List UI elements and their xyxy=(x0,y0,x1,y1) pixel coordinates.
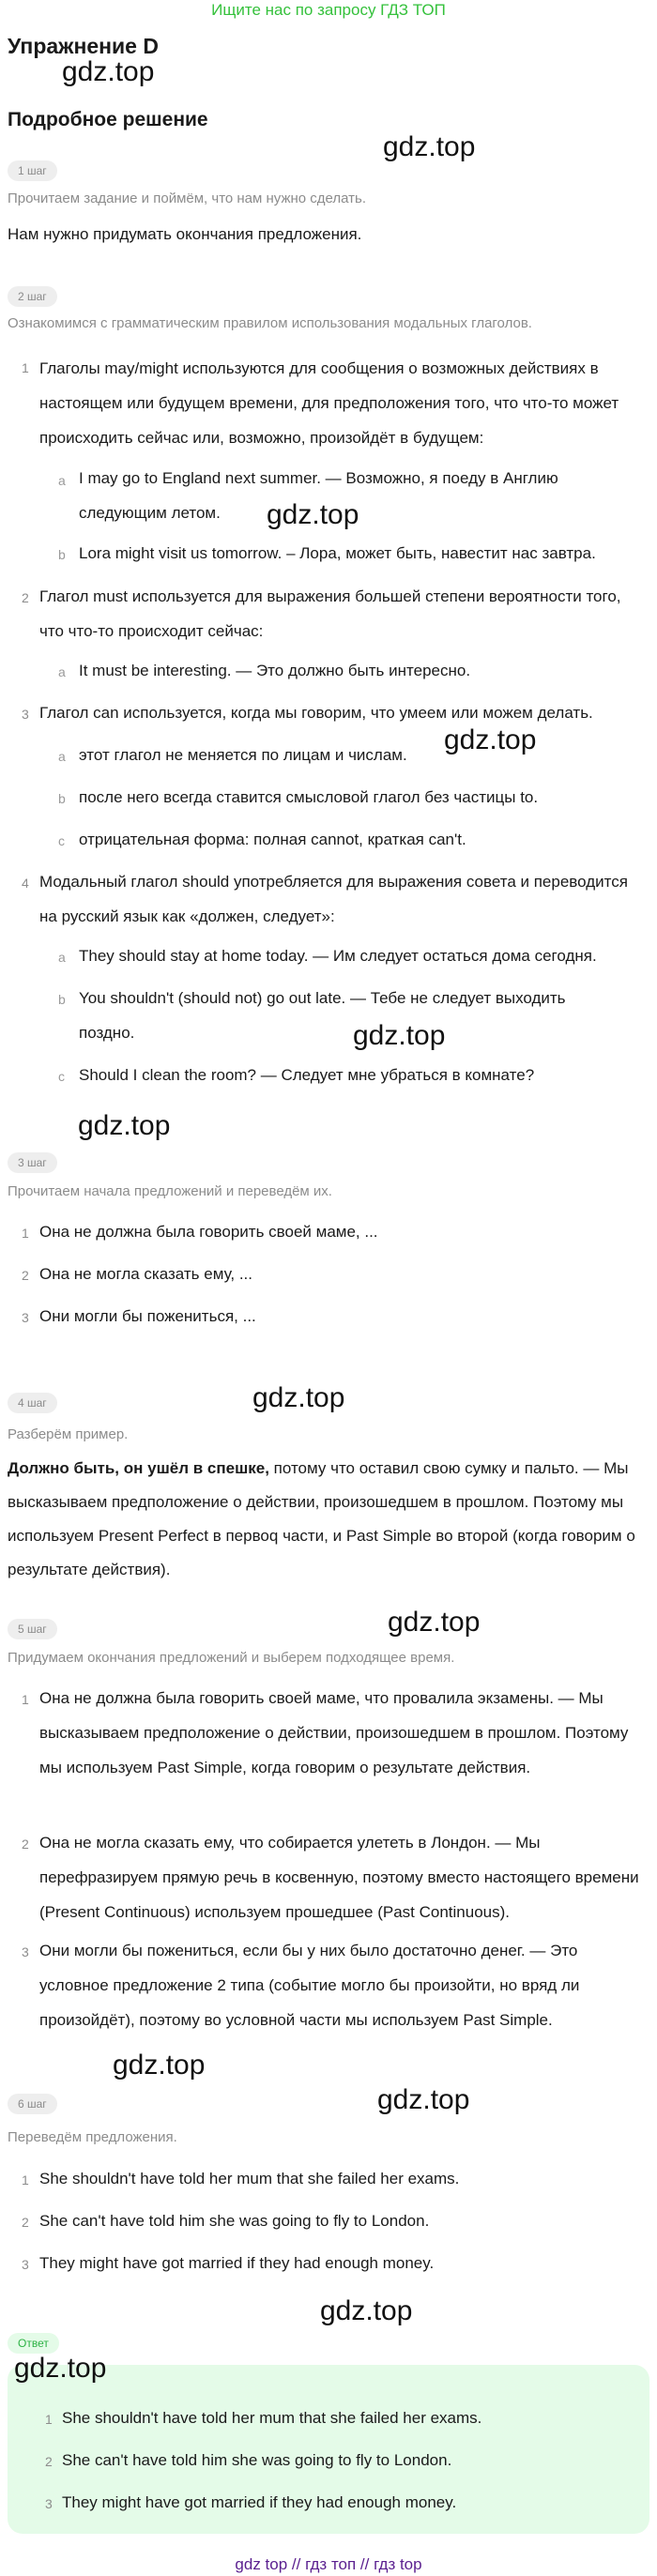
list-item: Она не могла сказать ему, что собирается улететь в Лондон. — Мы перефразируем прямую речь в косвенную, поэтому вместо настоящего времени (Present Continuous) используем прошедшее (Past Continuous). xyxy=(39,1834,639,1921)
list-item: Они могли бы пожениться, ... xyxy=(39,1307,256,1325)
list-item: Она не могла сказать ему, ... xyxy=(39,1265,252,1283)
step-intro: Переведём предложения. xyxy=(8,2129,177,2145)
list-number: 3 xyxy=(22,2257,29,2272)
answer-badge: Ответ xyxy=(8,2333,59,2354)
step-intro: Разберём пример. xyxy=(8,1426,129,1442)
watermark: gdz.top xyxy=(14,2353,107,2384)
list-number: 2 xyxy=(22,590,29,605)
list-item: Она не должна была говорить своей маме, ... xyxy=(39,1223,378,1241)
rule-item: Глагол can используется, когда мы говорим, что умеем или можем делать. xyxy=(39,704,593,722)
watermark: gdz.top xyxy=(320,2295,413,2326)
watermark: gdz.top xyxy=(113,2050,206,2081)
example-text: потому что оставил свою сумку и пальто. — Мы высказываем предположение о действии, произошедшем в прошлом. Поэтому мы используем Present Perfect в первоq части, и Past Simple во второй (когда говорим о результате действия). xyxy=(8,1459,635,1578)
watermark: gdz.top xyxy=(383,131,476,162)
list-number: 2 xyxy=(22,2215,29,2230)
watermark: gdz.top xyxy=(444,724,537,755)
list-number: 1 xyxy=(22,360,29,375)
step-badge: 4 шаг xyxy=(8,1393,57,1413)
sub-letter: b xyxy=(58,791,66,806)
step-badge: 2 шаг xyxy=(8,286,57,307)
list-number: 2 xyxy=(22,1268,29,1283)
list-number: 3 xyxy=(22,1944,29,1959)
list-item: They might have got married if they had enough money. xyxy=(39,2254,435,2272)
step-badge: 3 шаг xyxy=(8,1152,57,1173)
sub-letter: a xyxy=(58,664,66,679)
sub-item: Should I clean the room? — Следует мне убраться в комнате? xyxy=(79,1066,535,1084)
page-title: Упражнение D xyxy=(8,34,159,58)
list-number: 3 xyxy=(22,1310,29,1325)
list-item: She shouldn't have told her mum that she failed her exams. xyxy=(39,2170,460,2187)
watermark: gdz.top xyxy=(388,1607,481,1638)
list-number: 1 xyxy=(22,1226,29,1241)
top-search-link[interactable]: Ищите нас по запросу ГДЗ ТОП xyxy=(211,1,446,19)
sub-item: They should stay at home today. — Им следует остаться дома сегодня. xyxy=(79,947,597,965)
sub-item: Lora might visit us tomorrow. – Лора, может быть, навестит нас завтра. xyxy=(79,544,596,562)
watermark: gdz.top xyxy=(78,1110,171,1141)
sub-item: You shouldn't (should not) go out late. — Тебе не следует выходить поздно. xyxy=(79,989,566,1042)
step-text: Нам нужно придумать окончания предложения. xyxy=(8,225,362,243)
watermark: gdz.top xyxy=(267,499,359,530)
list-number: 3 xyxy=(45,2496,53,2511)
sub-letter: b xyxy=(58,992,66,1007)
list-number: 2 xyxy=(45,2454,53,2469)
step-badge: 5 шаг xyxy=(8,1619,57,1639)
step-intro: Прочитаем начала предложений и переведём их. xyxy=(8,1183,332,1199)
step-intro: Прочитаем задание и поймём, что нам нужно сделать. xyxy=(8,191,367,206)
rule-item: Глагол must используется для выражения большей степени вероятности того, что что-то происходит сейчас: xyxy=(39,587,621,640)
example-bold: Должно быть, он ушёл в спешке, xyxy=(8,1459,269,1477)
step-badge: 6 шаг xyxy=(8,2094,57,2114)
list-number: 1 xyxy=(22,2172,29,2187)
watermark: gdz.top xyxy=(353,1020,446,1051)
sub-item: после него всегда ставится смысловой глагол без частицы to. xyxy=(79,788,539,806)
list-number: 3 xyxy=(22,707,29,722)
sub-letter: a xyxy=(58,749,66,764)
list-number: 4 xyxy=(22,876,29,891)
sub-item: It must be interesting. — Это должно быть интересно. xyxy=(79,662,471,679)
step-text xyxy=(8,1452,646,1587)
rule-item: Глаголы may/might используются для сообщения о возможных действиях в настоящем или будущем времени, для предположения того, что что-то может происходить сейчас или, возможно, произойдёт в будущем: xyxy=(39,359,619,447)
step-intro: Ознакомимся с грамматическим правилом использования модальных глаголов. xyxy=(8,315,532,331)
answer-item: She can't have told him she was going to fly to London. xyxy=(62,2451,452,2469)
sub-item: этот глагол не меняется по лицам и числам. xyxy=(79,746,407,764)
sub-letter: c xyxy=(58,1069,65,1084)
sub-letter: c xyxy=(58,833,65,848)
step-badge: 1 шаг xyxy=(8,160,57,181)
sub-item: отрицательная форма: полная cannot, краткая can't. xyxy=(79,831,466,848)
list-item: She can't have told him she was going to fly to London. xyxy=(39,2212,430,2230)
rule-item: Модальный глагол should употребляется для выражения совета и переводится на русский язык как «должен, следует»: xyxy=(39,873,628,925)
step-intro: Придумаем окончания предложений и выберем подходящее время. xyxy=(8,1650,455,1666)
list-number: 1 xyxy=(45,2412,53,2427)
answer-item: They might have got married if they had enough money. xyxy=(62,2493,457,2511)
sub-letter: b xyxy=(58,547,66,562)
answer-item: She shouldn't have told her mum that she failed her exams. xyxy=(62,2409,482,2427)
list-number: 1 xyxy=(22,1692,29,1707)
sub-letter: a xyxy=(58,473,66,488)
sub-item: I may go to England next summer. — Возможно, я поеду в Англию следующим летом. xyxy=(79,469,558,522)
footer-links[interactable]: gdz top // гдз топ // гдз top xyxy=(235,2555,422,2573)
list-item: Она не должна была говорить своей маме, что провалила экзамены. — Мы высказываем предположение о действии, произошедшем в прошлом. Поэтому мы используем Past Simple, когда говорим о результате действия. xyxy=(39,1689,629,1776)
sub-letter: a xyxy=(58,950,66,965)
watermark: gdz.top xyxy=(62,56,155,87)
list-item: Они могли бы пожениться, если бы у них было достаточно денег. — Это условное предложение 2 типа (событие могло бы произойти, но вряд ли произойдёт), поэтому во условной части мы используем Past Simple. xyxy=(39,1942,580,2029)
list-number: 2 xyxy=(22,1837,29,1852)
section-title: Подробное решение xyxy=(8,109,208,130)
watermark: gdz.top xyxy=(377,2084,470,2115)
watermark: gdz.top xyxy=(252,1382,345,1413)
